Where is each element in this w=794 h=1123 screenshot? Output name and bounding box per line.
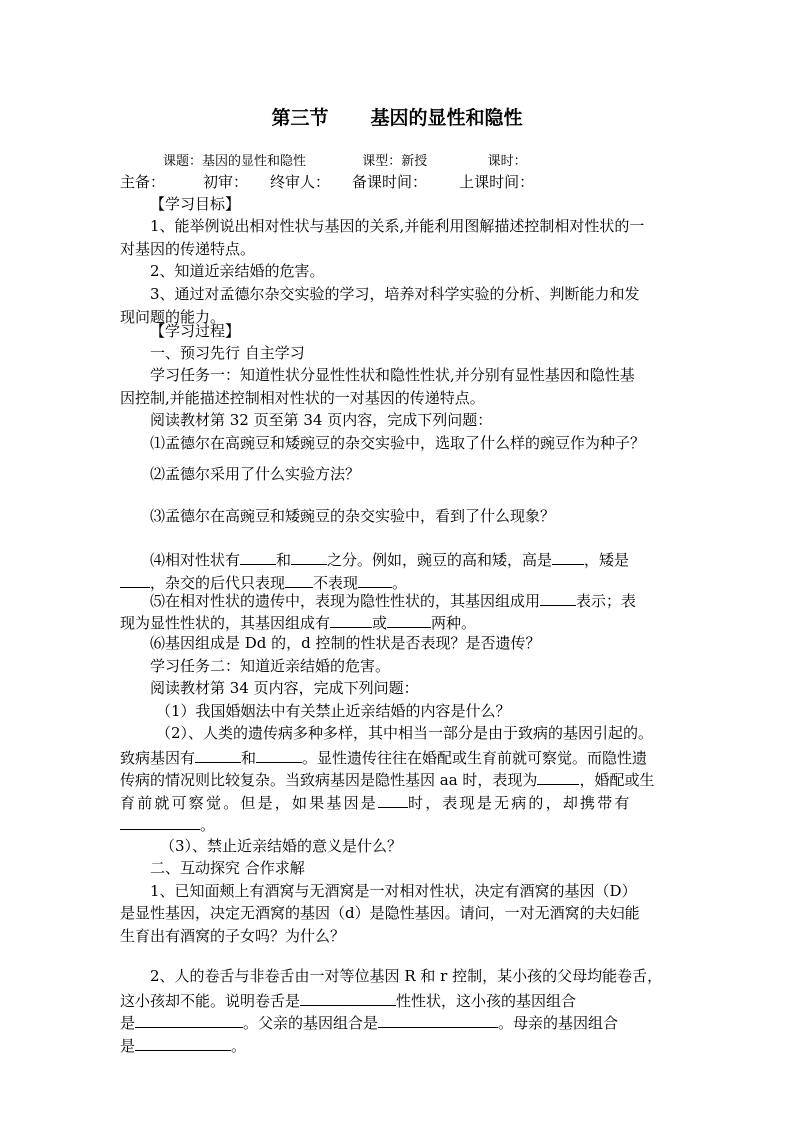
goals-heading: 【学习目标】 — [150, 195, 241, 213]
question-3: ⑶孟德尔在高豌豆和矮豌豆的杂交实验中，看到了什么现象？ — [150, 507, 556, 525]
meta-review1: 初审： — [203, 173, 249, 191]
meta-review2: 终审人： — [270, 173, 331, 191]
section-topic: 基因的显性和隐性 — [370, 107, 523, 129]
blank[interactable] — [387, 610, 431, 628]
blank[interactable] — [285, 570, 313, 588]
question-6: ⑹基因组成是 Dd 的，d 控制的性状是否表现？是否遗传？ — [150, 634, 541, 652]
blank[interactable] — [120, 570, 150, 588]
blank[interactable] — [256, 745, 302, 763]
meta-row-1 — [163, 150, 723, 173]
goal-2: 2、知道近亲结婚的危害。 — [150, 262, 325, 280]
goal-3a: 3、通过对孟德尔杂交实验的学习，培养对科学实验的分析、判断能力和发 — [150, 285, 640, 303]
meta-type: 课型：新授 — [362, 154, 428, 169]
question-5-line-b: 现为显性性状的，其基因组成有 或 两种。 — [120, 610, 680, 635]
sub-question-3: （3）、禁止近亲结婚的意义是什么？ — [160, 837, 403, 855]
blank[interactable] — [195, 745, 241, 763]
task1-line-b: 因控制,并能描述控制相对性状的一对基因的传递特点。 — [120, 389, 485, 407]
task2-heading: 学习任务二：知道近亲结婚的危害。 — [150, 657, 391, 675]
blank[interactable] — [537, 767, 579, 785]
sub-question-2-line-b: 致病基因有 和 。显性遗传往往在婚配或生育前就可察觉。而隐性遗 — [120, 745, 680, 770]
blank[interactable] — [300, 988, 396, 1006]
question-1: ⑴孟德尔在高豌豆和矮豌豆的杂交实验中，选取了什么样的豌豆作为种子？ — [150, 434, 646, 452]
problem-2-line-d: 是 。 — [120, 1033, 680, 1058]
read-instruction-2: 阅读教材第 34 页内容，完成下列问题： — [150, 679, 419, 697]
sub-question-2-line-d: 育前就可察觉。但是，如果基因是 时，表现是无病的，却携带有 — [120, 790, 680, 815]
question-5-line-a: ⑸在相对性状的遗传中，表现为隐性性状的，其基因组成用 表示；表 — [150, 588, 710, 613]
blank[interactable] — [358, 570, 392, 588]
question-2: ⑵孟德尔采用了什么实验方法？ — [150, 465, 361, 483]
meta-class-time: 上课时间： — [459, 173, 535, 191]
blank[interactable] — [378, 1010, 498, 1028]
meta-lead: 主备： — [120, 173, 166, 191]
question-4-line-b: ，杂交的后代只表现 不表现 。 — [120, 570, 680, 595]
meta-course: 课题：基因的显性和隐性 — [163, 154, 307, 169]
goal-3b: 现问题的能力。 — [120, 308, 226, 326]
blank[interactable] — [135, 1033, 231, 1051]
part2-heading: 二、互动探究 合作求解 — [150, 859, 305, 877]
blank[interactable] — [240, 547, 276, 565]
sub-question-2-line-e: 。 — [120, 812, 680, 837]
sub-question-1: （1）我国婚姻法中有关禁止近亲结婚的内容是什么？ — [156, 702, 511, 720]
meta-time: 课时： — [487, 154, 527, 169]
goal-1b: 对基因的传递特点。 — [120, 240, 256, 258]
blank[interactable] — [120, 812, 200, 830]
sub-question-2-line-c: 传病的情况则比较复杂。当致病基因是隐性基因 aa 时，表现为 ，婚配或生 — [120, 767, 680, 792]
section-number: 第三节 — [271, 107, 329, 129]
problem-2-line-a: 2、人的卷舌与非卷舌由一对等位基因 R 和 r 控制，某小孩的父母均能卷舌， — [150, 967, 663, 985]
blank[interactable] — [540, 588, 576, 606]
page-title — [0, 103, 794, 130]
problem-1-line-c: 生育出有酒窝的子女吗？为什么？ — [120, 927, 346, 945]
problem-1-line-a: 1、已知面颊上有酒窝与无酒窝是一对相对性状，决定有酒窝的基因（D） — [150, 882, 637, 900]
meta-prep-time: 备课时间： — [352, 173, 428, 191]
blank[interactable] — [552, 547, 584, 565]
goal-1a: 1、能举例说出相对性状与基因的关系,并能利用图解描述控制相对性状的一 — [150, 217, 645, 235]
sub-question-2-line-a: （2）、人类的遗传病多种多样，其中相当一部分是由于致病的基因引起的。 — [156, 724, 654, 742]
read-instruction-1: 阅读教材第 32 页至第 34 页内容，完成下列问题： — [150, 411, 493, 429]
blank[interactable] — [378, 790, 408, 808]
blank[interactable] — [135, 1010, 243, 1028]
blank[interactable] — [330, 610, 372, 628]
problem-2-line-b: 这小孩却不能。说明卷舌是 性性状，这小孩的基因组合 — [120, 988, 680, 1013]
problem-1-line-b: 是显性基因，决定无酒窝的基因（d）是隐性基因。请问，一对无酒窝的夫妇能 — [120, 904, 640, 922]
question-4-line-a: ⑷相对性状有 和 之分。例如，豌豆的高和矮，高是 ，矮是 — [150, 547, 710, 572]
part1-heading: 一、预习先行 自主学习 — [150, 344, 305, 362]
problem-2-line-c: 是 。父亲的基因组合是 。母亲的基因组合 — [120, 1010, 680, 1035]
meta-row-2 — [120, 171, 680, 194]
process-heading: 【学习过程】 — [150, 322, 241, 340]
blank[interactable] — [291, 547, 327, 565]
task1-line-a: 学习任务一：知道性状分显性性状和隐性性状,并分别有显性基因和隐性基 — [150, 366, 635, 384]
